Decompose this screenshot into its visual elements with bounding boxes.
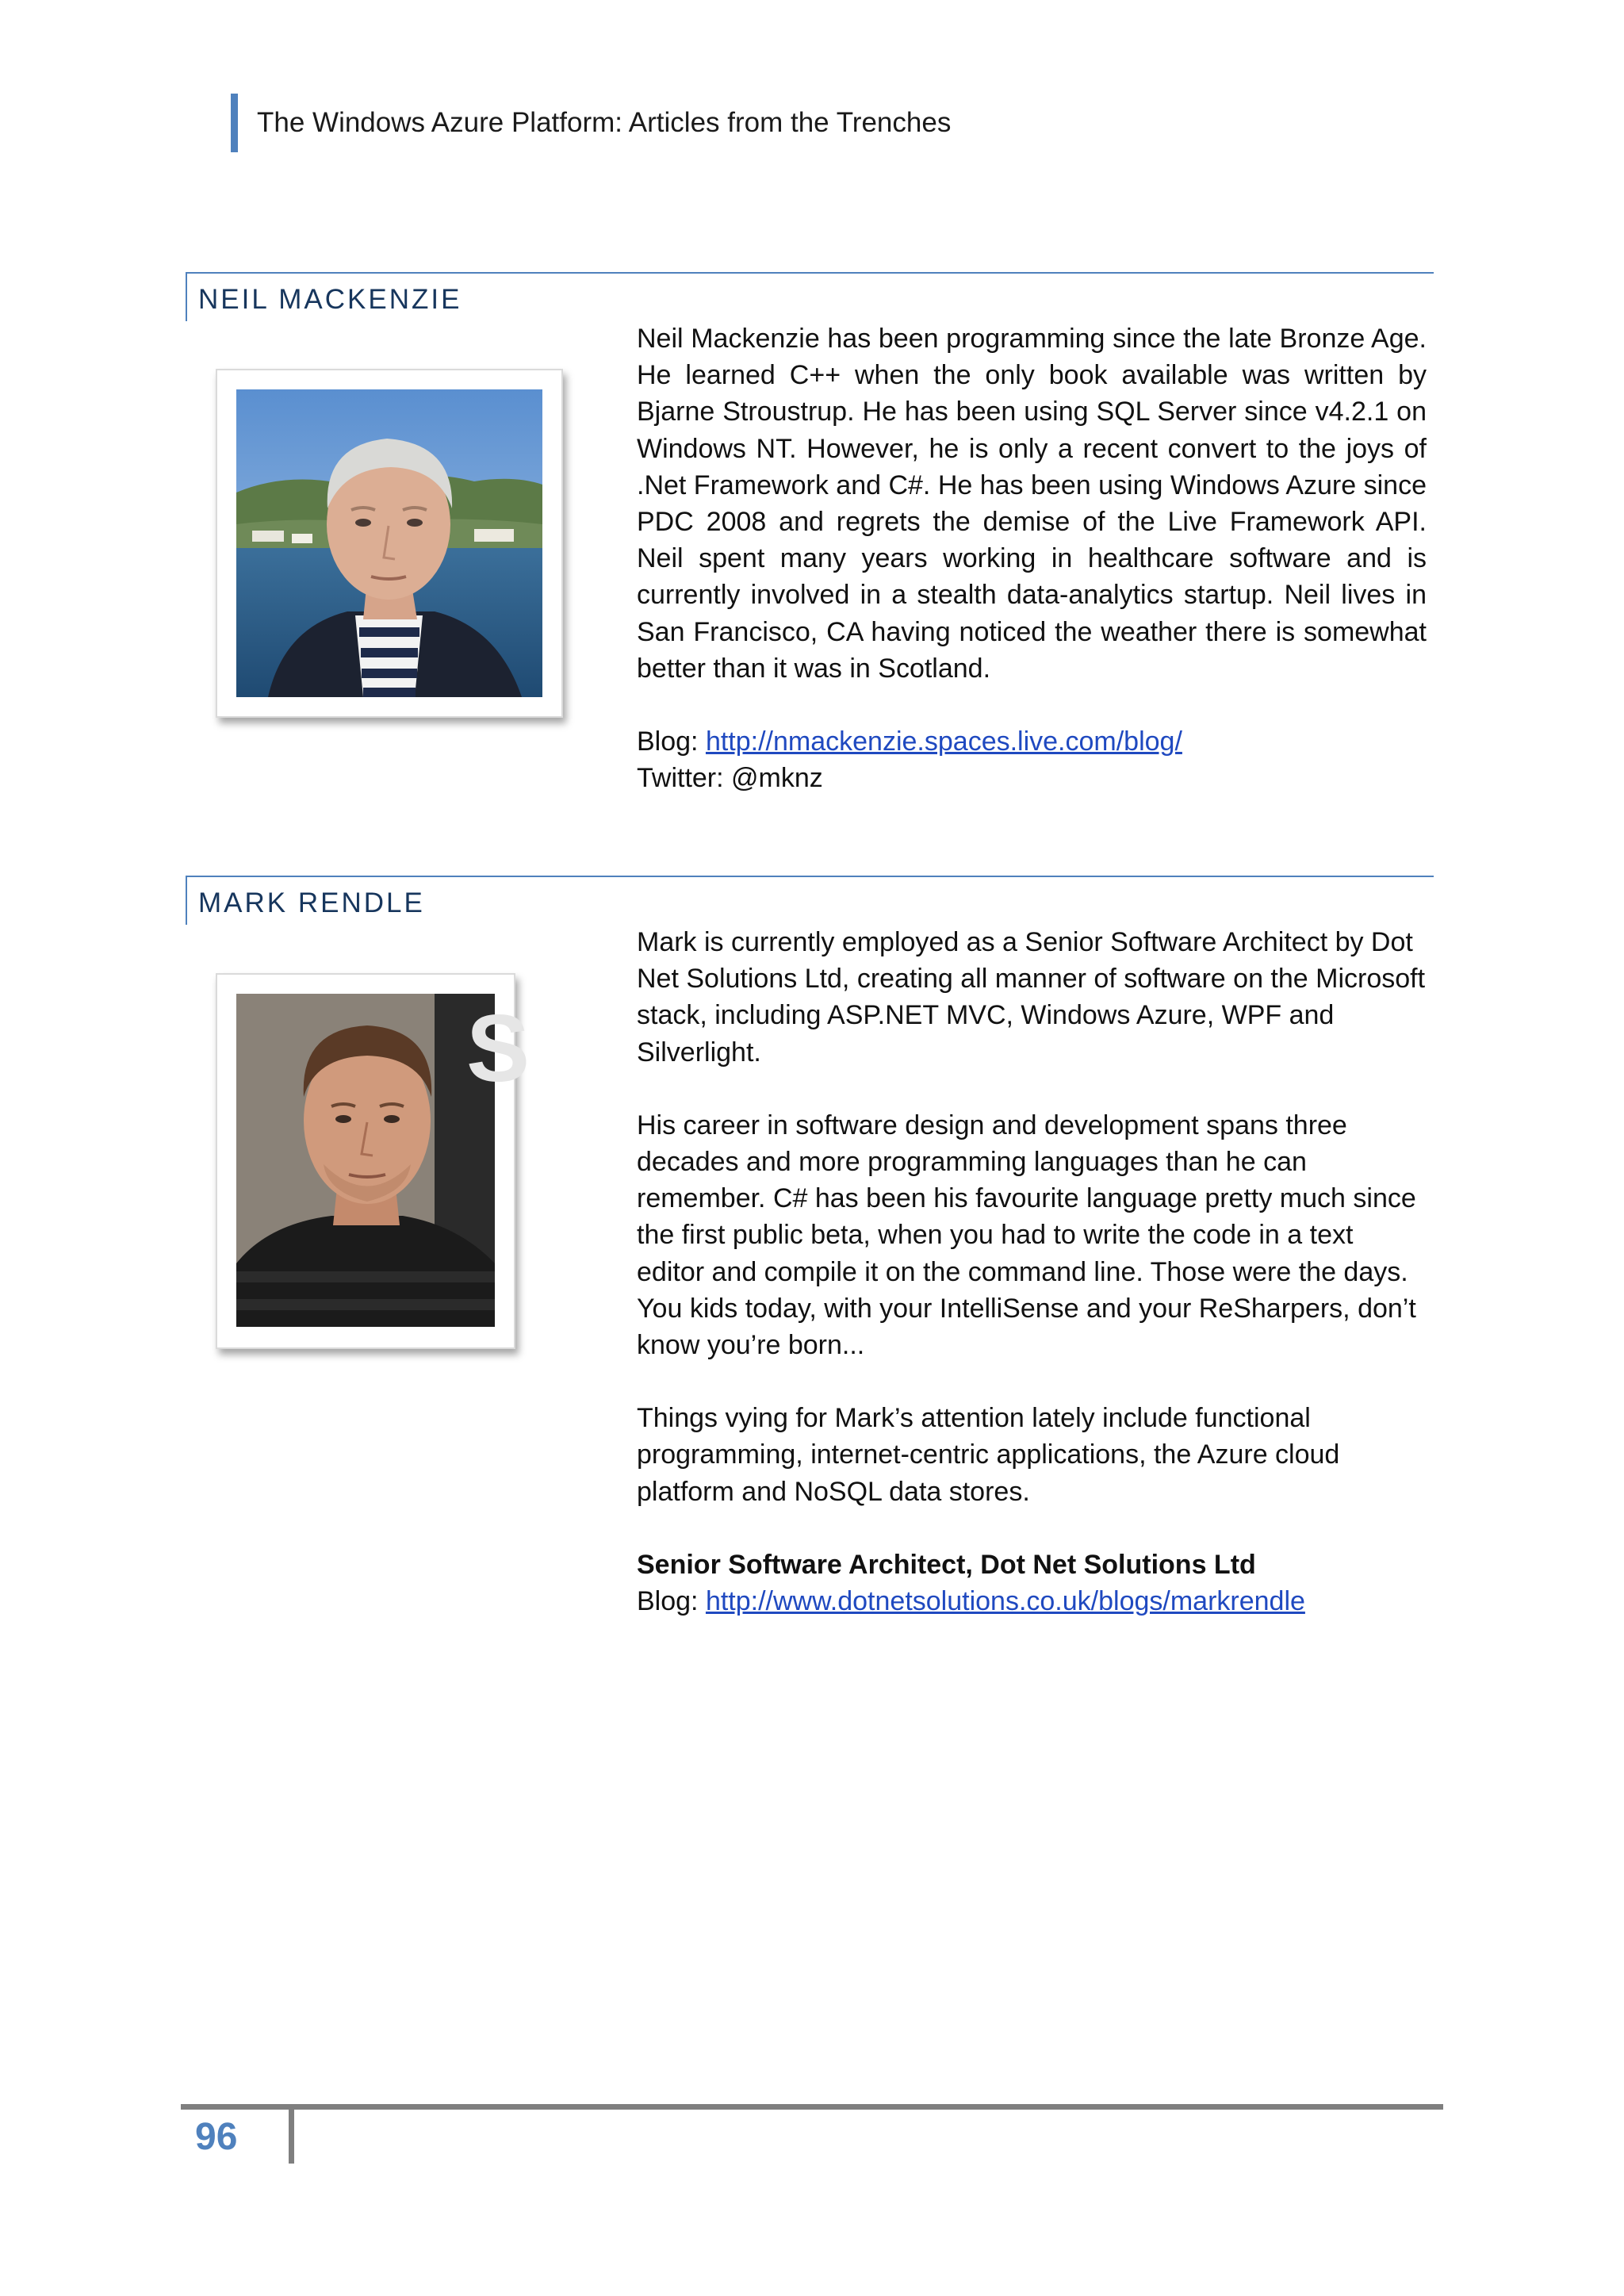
page-number: 96 [195, 2116, 238, 2158]
blog-link[interactable]: http://www.dotnetsolutions.co.uk/blogs/markrendle [705, 1586, 1305, 1617]
author-photo-neil [236, 389, 542, 697]
author-bio-mark [637, 924, 1427, 1619]
author-photo-mark [236, 994, 530, 1327]
author-photo-frame [216, 973, 530, 1349]
author-name-heading: MARK RENDLE [186, 877, 425, 925]
blog-label: Blog: [637, 1586, 706, 1617]
blog-line [637, 1583, 1427, 1619]
job-title-line: Senior Software Architect, Dot Net Solutions Ltd [637, 1549, 1256, 1580]
blog-link[interactable]: http://nmackenzie.spaces.live.com/blog/ [705, 726, 1182, 757]
bio-paragraph: Mark is currently employed as a Senior Software Architect by Dot Net Solutions Ltd, creating all manner of software on the Microsoft stack, including ASP.NET MVC, Windows Azure, WPF and Silverlight. [637, 927, 1426, 1068]
svg-text:S: S [466, 995, 530, 1102]
author-photo-frame [216, 369, 563, 718]
blog-label: Blog: [637, 726, 706, 757]
blog-line [637, 723, 1427, 760]
running-header: The Windows Azure Platform: Articles from the Trenches [231, 94, 951, 152]
author-name-heading: NEIL MACKENZIE [186, 274, 462, 321]
bio-paragraph: Things vying for Mark’s attention lately include functional programming, internet-centric applications, the Azure cloud platform and NoSQL data stores. [637, 1403, 1340, 1507]
bio-paragraph: His career in software design and development spans three decades and more programming languages than he can remember. C# has been his favourite language pretty much since the first public beta, when you had to write the code in a text editor and compile it on the command line. Those were the days. You kids today, with your IntelliSense and your ReSharpers, don’t know you’re born... [637, 1110, 1416, 1361]
author-bio-neil [637, 320, 1427, 796]
twitter-line: Twitter: @mknz [637, 763, 823, 794]
bio-paragraph: Neil Mackenzie has been programming since the late Bronze Age. He learned C++ when the only book available was written by Bjarne Stroustrup. He has been using SQL Server since v4.2.1 on Windows NT. However, he is only a recent convert to the joys of .Net Framework and C#. He has been using Windows Azure since PDC 2008 and regrets the demise of the Live Framework API. Neil spent many years working in healthcare software and is currently involved in a stealth data-analytics startup. Neil lives in San Francisco, CA having noticed the weather there is somewhat better than it was in Scotland. [637, 324, 1427, 684]
footer-rule [181, 2104, 1443, 2110]
page-number-divider [289, 2110, 294, 2164]
